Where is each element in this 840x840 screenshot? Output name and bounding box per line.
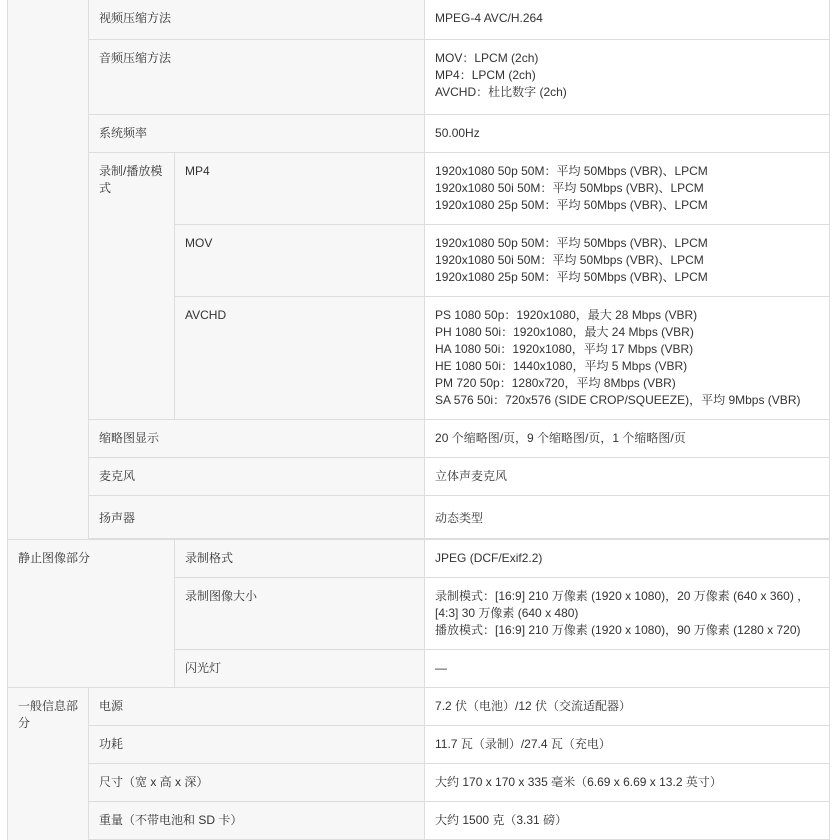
mov-mode-line: 1920x1080 50i 50M：平均 50Mbps (VBR)、LPCM xyxy=(435,253,704,267)
row-system-frequency xyxy=(8,115,830,153)
record-size-line: 播放模式：[16:9] 210 万像素 (1920 x 1080)，90 万像素 (1280 x 720) xyxy=(435,623,801,637)
mov-label: MOV xyxy=(175,225,425,297)
video-compression-label: 视频压缩方法 xyxy=(89,0,425,40)
weight-value: 大约 1500 克（3.31 磅） xyxy=(425,802,830,840)
dimensions-value: 大约 170 x 170 x 335 毫米（6.69 x 6.69 x 13.2 英寸） xyxy=(425,764,830,802)
row-consumption xyxy=(8,726,830,764)
mov-value xyxy=(425,225,830,297)
record-size-label: 录制图像大小 xyxy=(175,578,425,650)
mp4-mode-line: 1920x1080 25p 50M：平均 50Mbps (VBR)、LPCM xyxy=(435,198,708,212)
audio-line: MOV：LPCM (2ch) xyxy=(435,51,539,65)
row-dimensions xyxy=(8,764,830,802)
general-section-label: 一般信息部分 xyxy=(8,688,89,840)
power-label: 电源 xyxy=(89,688,425,726)
video-section-label-cell xyxy=(8,0,89,540)
power-value: 7.2 伏（电池）/12 伏（交流适配器） xyxy=(425,688,830,726)
dimensions-label: 尺寸（宽 x 高 x 深） xyxy=(89,764,425,802)
avchd-label: AVCHD xyxy=(175,297,425,420)
row-power xyxy=(8,688,830,726)
system-frequency-label: 系统频率 xyxy=(89,115,425,153)
mov-mode-line: 1920x1080 25p 50M：平均 50Mbps (VBR)、LPCM xyxy=(435,270,708,284)
avchd-mode-line: SA 576 50i：720x576 (SIDE CROP/SQUEEZE)，平均 9Mbps (VBR) xyxy=(435,393,801,407)
flash-value: — xyxy=(425,650,830,688)
record-size-line: [4:3] 30 万像素 (640 x 480) xyxy=(435,606,579,620)
row-record-format xyxy=(8,540,830,578)
thumbnail-label: 缩略图显示 xyxy=(89,420,425,458)
row-thumbnail xyxy=(8,420,830,458)
avchd-mode-line: HE 1080 50i：1440x1080，平均 5 Mbps (VBR) xyxy=(435,359,688,373)
record-play-mode-label: 录制/播放模式 xyxy=(89,153,175,420)
record-size-value xyxy=(425,578,830,650)
thumbnail-value: 20 个缩略图/页，9 个缩略图/页，1 个缩略图/页 xyxy=(425,420,830,458)
mp4-mode-line: 1920x1080 50p 50M：平均 50Mbps (VBR)、LPCM xyxy=(435,164,708,178)
mp4-value xyxy=(425,153,830,225)
row-speaker xyxy=(8,496,830,539)
avchd-value xyxy=(425,297,830,420)
record-size-line: 录制模式：[16:9] 210 万像素 (1920 x 1080)，20 万像素 (640 x 360) ， xyxy=(435,589,810,603)
record-format-value: JPEG (DCF/Exif2.2) xyxy=(425,540,830,578)
speaker-label: 扬声器 xyxy=(89,496,425,539)
still-image-section-label: 静止图像部分 xyxy=(8,540,175,688)
avchd-mode-line: PM 720 50p：1280x720，平均 8Mbps (VBR) xyxy=(435,376,676,390)
microphone-value: 立体声麦克风 xyxy=(425,458,830,496)
avchd-mode-line: PH 1080 50i：1920x1080，最大 24 Mbps (VBR) xyxy=(435,325,694,339)
consumption-value: 11.7 瓦（录制）/27.4 瓦（充电） xyxy=(425,726,830,764)
row-mp4 xyxy=(8,153,830,225)
avchd-mode-line: PS 1080 50p：1920x1080，最大 28 Mbps (VBR) xyxy=(435,308,698,322)
row-microphone xyxy=(8,458,830,496)
weight-label: 重量（不带电池和 SD 卡） xyxy=(89,802,425,840)
row-weight xyxy=(8,802,830,840)
audio-line: AVCHD：杜比数字 (2ch) xyxy=(435,85,567,99)
mp4-mode-line: 1920x1080 50i 50M：平均 50Mbps (VBR)、LPCM xyxy=(435,181,704,195)
row-audio-compression xyxy=(8,40,830,115)
video-compression-value: MPEG-4 AVC/H.264 xyxy=(425,0,830,40)
consumption-label: 功耗 xyxy=(89,726,425,764)
mov-mode-line: 1920x1080 50p 50M：平均 50Mbps (VBR)、LPCM xyxy=(435,236,708,250)
audio-compression-value xyxy=(425,40,830,115)
spec-table xyxy=(7,0,830,840)
speaker-value: 动态类型 xyxy=(425,496,830,539)
microphone-label: 麦克风 xyxy=(89,458,425,496)
audio-compression-label: 音频压缩方法 xyxy=(89,40,425,115)
system-frequency-value: 50.00Hz xyxy=(425,115,830,153)
row-video-compression xyxy=(8,0,830,40)
audio-line: MP4：LPCM (2ch) xyxy=(435,68,536,82)
record-format-label: 录制格式 xyxy=(175,540,425,578)
avchd-mode-line: HA 1080 50i：1920x1080，平均 17 Mbps (VBR) xyxy=(435,342,694,356)
mp4-label: MP4 xyxy=(175,153,425,225)
flash-label: 闪光灯 xyxy=(175,650,425,688)
